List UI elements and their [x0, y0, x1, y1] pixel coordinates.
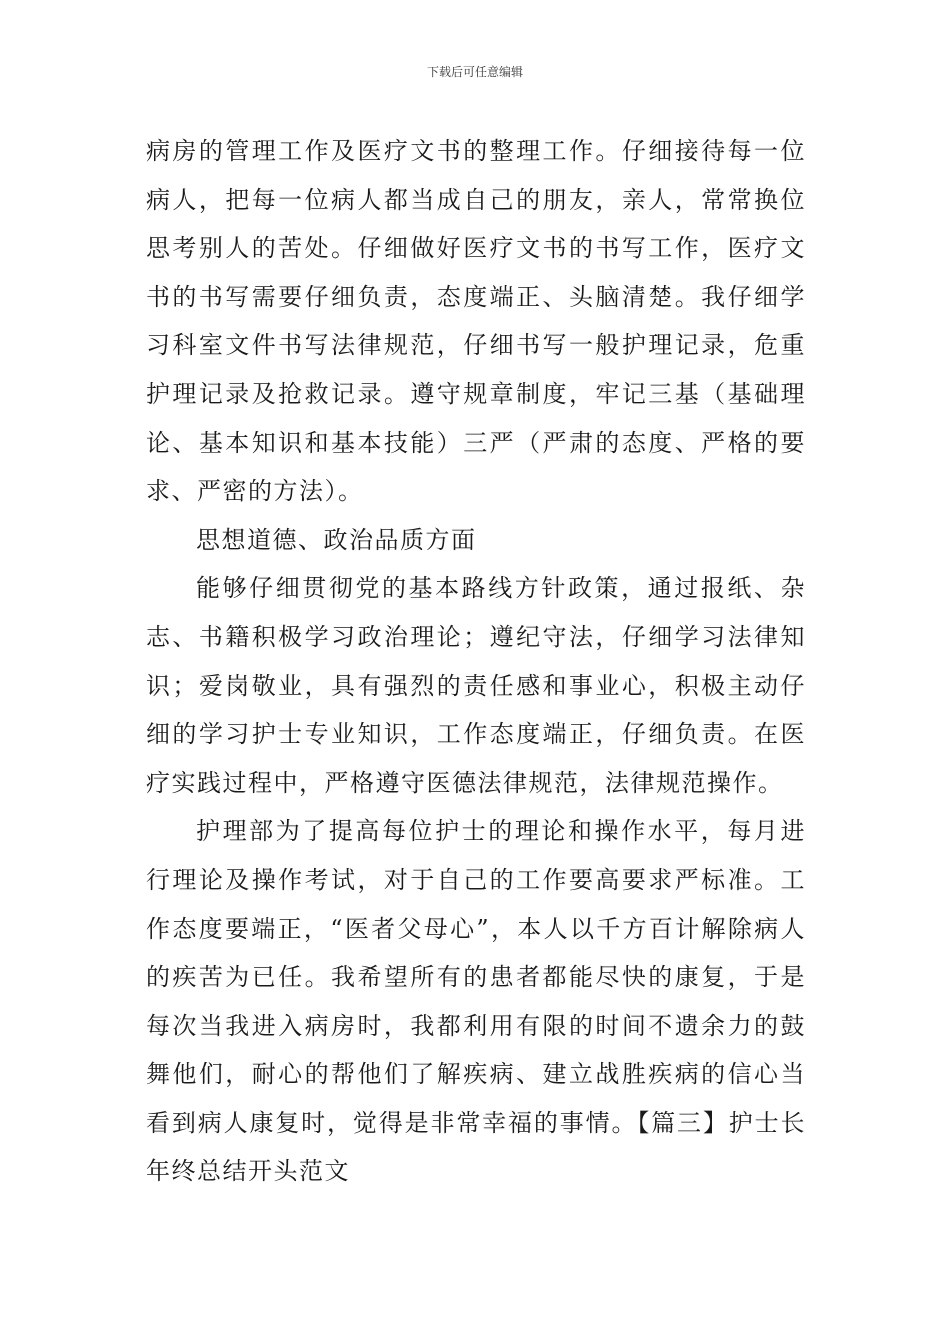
document-body [146, 127, 806, 1196]
paragraph-nursing-dept: 护理部为了提高每位护士的理论和操作水平，每月进行理论及操作考试，对于自己的工作要高要求严标准。工作态度要端正，“医者父母心”，本人以千方百计解除病人的疾苦为已任。我希望所有的患者都能尽快的康复，于是每次当我进入病房时，我都利用有限的时间不遗余力的鼓舞他们，耐心的帮他们了解疾病、建立战胜疾病的信心当看到病人康复时，觉得是非常幸福的事情。【篇三】护士长年终总结开头范文 [146, 817, 806, 1186]
section-heading-ideology: 思想道德、政治品质方面 [196, 525, 477, 554]
paragraph-ideology: 能够仔细贯彻党的基本路线方针政策，通过报纸、杂志、书籍积极学习政治理论；遵纪守法，仔细学习法律知识；爱岗敬业，具有强烈的责任感和事业心，积极主动仔细的学习护士专业知识，工作态度端正，仔细负责。在医疗实践过程中，严格遵守医德法律规范，法律规范操作。 [146, 574, 806, 797]
paragraph-ward-management: 病房的管理工作及医疗文书的整理工作。仔细接待每一位病人，把每一位病人都当成自己的朋友，亲人，常常换位思考别人的苦处。仔细做好医疗文书的书写工作，医疗文书的书写需要仔细负责，态度端正、头脑清楚。我仔细学习科室文件书写法律规范，仔细书写一般护理记录，危重护理记录及抢救记录。遵守规章制度，牢记三基（基础理论、基本知识和基本技能）三严（严肃的态度、严格的要求、严密的方法）。 [146, 137, 806, 506]
page-header-note: 下载后可任意编辑 [426, 65, 523, 79]
